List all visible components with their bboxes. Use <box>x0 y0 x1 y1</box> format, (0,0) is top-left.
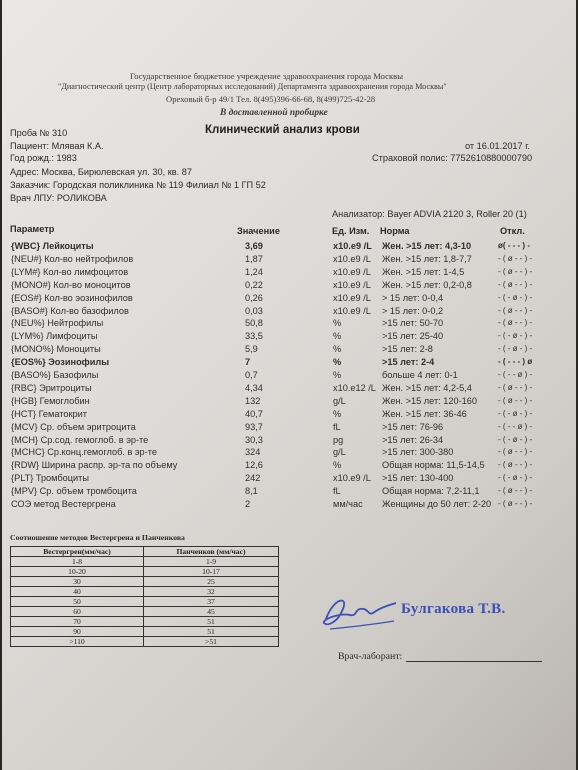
param-norm: больше 4 лет: 0-1 <box>382 370 458 380</box>
analyzer-info: Анализатор: Bayer ADVIA 2120 3, Roller 20 (1) <box>332 209 527 219</box>
param-name: {MONO#} Кол-во моноцитов <box>11 279 131 290</box>
param-value: 324 <box>245 447 261 458</box>
westergren-cell: 90 <box>11 627 144 637</box>
param-deviation: - ( ø - - ) - <box>498 318 533 328</box>
param-deviation: - ( - - ø ) - <box>498 421 533 431</box>
param-name: {BASO#} Кол-во базофилов <box>11 305 129 316</box>
param-unit: % <box>333 357 342 368</box>
westergren-cell: Вестергрен(мм/час) <box>11 547 144 557</box>
param-deviation: - ( ø - - ) - <box>498 279 533 289</box>
param-name: {MCH} Ср.сод. гемоглоб. в эр-те <box>11 434 149 445</box>
param-name: {MCV} Ср. объем эритроцита <box>11 421 136 432</box>
result-row <box>2 383 576 395</box>
ratio-row <box>11 627 279 637</box>
param-unit: x10.e9 /L <box>333 241 372 251</box>
ratio-caption: Соотношение методов Вестергрена и Панченкова <box>10 533 185 542</box>
ratio-row <box>11 567 279 577</box>
result-row <box>2 422 576 434</box>
ratio-row <box>11 637 279 647</box>
result-row <box>2 357 576 369</box>
param-deviation: - ( - ø - ) - <box>498 344 533 354</box>
param-value: 4,34 <box>245 382 263 393</box>
delivery-note: В доставленной пробирке <box>220 108 328 118</box>
param-unit: x10.e12 /L <box>333 382 376 393</box>
param-name: {RBC} Эритроциты <box>11 382 92 393</box>
westergren-cell: 10-20 <box>11 567 144 577</box>
param-unit: % <box>333 318 342 329</box>
param-deviation: - ( ø - - ) - <box>498 305 533 315</box>
westergren-cell: 50 <box>11 597 144 607</box>
result-row <box>2 318 576 330</box>
param-norm: >15 лет: 76-96 <box>382 421 444 432</box>
document-title: Клинический анализ крови <box>205 124 360 136</box>
param-unit: % <box>333 460 342 471</box>
param-deviation: - ( ø - - ) - <box>498 486 533 496</box>
param-value: 8,1 <box>245 486 258 497</box>
param-deviation: - ( ø - - ) - <box>498 382 533 392</box>
result-row <box>2 280 576 292</box>
insurance-policy: Страховой полис: 7752610880000790 <box>372 153 533 163</box>
result-row <box>2 435 576 447</box>
param-name: {LYM%} Лимфоциты <box>11 331 98 342</box>
result-row <box>2 331 576 343</box>
param-value: 132 <box>245 395 261 406</box>
result-row <box>2 486 576 498</box>
param-deviation: ø( - - - ) - <box>498 241 530 250</box>
param-value: 0,03 <box>245 305 263 316</box>
param-name: {NEU#} Кол-во нейтрофилов <box>11 253 134 264</box>
param-value: 1,87 <box>245 253 263 264</box>
lab-doctor-label: Врач-лаборант: <box>338 651 403 662</box>
param-value: 2 <box>245 499 251 509</box>
column-value: Значение <box>237 226 280 236</box>
param-value: 12,6 <box>245 460 263 471</box>
param-deviation: - ( - ø - ) - <box>498 331 533 341</box>
param-value: 1,24 <box>245 266 263 277</box>
column-param: Параметр <box>10 224 55 234</box>
result-row <box>2 267 576 279</box>
param-norm: >15 лет: 2-4 <box>382 357 435 368</box>
param-name: {MPV} Ср. объем тромбоцита <box>11 486 137 497</box>
param-unit: x10.e9 /L <box>333 279 371 290</box>
param-norm: Жен. >15 лет: 120-160 <box>382 395 477 406</box>
param-deviation: - ( ø - - ) - <box>498 447 533 457</box>
param-norm: >15 лет: 2-8 <box>382 344 433 355</box>
param-unit: g/L <box>333 395 346 406</box>
result-row <box>2 241 576 253</box>
param-norm: Общая норма: 7,2-11,1 <box>382 486 480 497</box>
param-value: 0,22 <box>245 279 263 290</box>
param-norm: Общая норма: 11,5-14,5 <box>382 460 485 471</box>
result-row <box>2 370 576 382</box>
signature-scribble <box>320 589 400 635</box>
ratio-header-row <box>11 547 279 557</box>
ratio-row <box>11 587 279 597</box>
panchenkov-cell: 37 <box>144 597 279 607</box>
panchenkov-cell: Панченков (мм/час) <box>144 547 279 557</box>
lab-report-sheet <box>2 0 576 770</box>
param-unit: x10.e9 /L <box>333 292 371 303</box>
param-unit: x10.e9 /L <box>333 473 371 484</box>
patient-address: Адрес: Москва, Бирюлевская ул. 30, кв. 87 <box>10 167 192 177</box>
param-deviation: - ( ø - - ) - <box>498 253 533 263</box>
westergren-cell: 1-8 <box>11 557 144 567</box>
param-name: {NEU%} Нейтрофилы <box>11 318 104 329</box>
param-unit: % <box>333 370 342 380</box>
param-norm: > 15 лет: 0-0,4 <box>382 292 444 303</box>
param-unit: x10.e9 /L <box>333 266 371 277</box>
param-unit: мм/час <box>333 499 363 509</box>
param-name: {HCT} Гематокрит <box>11 408 87 419</box>
param-deviation: - ( ø - - ) - <box>498 460 533 470</box>
param-deviation: - ( ø - - ) - <box>498 499 533 508</box>
param-name: {MCHC} Ср.конц.гемоглоб. в эр-те <box>11 447 157 458</box>
panchenkov-cell: 25 <box>144 577 279 587</box>
stamp-name: Булгакова Т.В. <box>401 601 506 617</box>
param-deviation: - ( - - - ) ø <box>498 357 533 367</box>
param-value: 7 <box>245 357 251 368</box>
param-value: 33,5 <box>245 331 263 342</box>
param-deviation: - ( ø - - ) - <box>498 266 533 276</box>
param-deviation: - ( - - ø ) - <box>498 370 533 379</box>
patient-name: Пациент: Млявая К.А. <box>10 141 104 151</box>
param-norm: Жен. >15 лет: 0,2-0,8 <box>382 279 472 290</box>
westergren-cell: >110 <box>11 637 144 647</box>
column-deviation: Откл. <box>500 226 525 236</box>
westergren-cell: 60 <box>11 607 144 617</box>
result-row <box>2 396 576 408</box>
signature-line <box>406 661 542 662</box>
result-row <box>2 409 576 421</box>
center-name: "Диагностический центр (Центр лабораторных исследований) Департамента здравоохранения города Москвы" <box>58 82 447 91</box>
address-phone: Ореховый б-р 49/1 Тел. 8(495)396-66-68, 8(499)725-42-28 <box>166 94 376 104</box>
param-norm: Жен. >15 лет: 36-46 <box>382 408 467 419</box>
institution-name: Государственное бюджетное учреждение здравоохранения города Москвы <box>130 71 403 81</box>
result-row <box>2 499 576 511</box>
panchenkov-cell: 45 <box>144 607 279 617</box>
param-unit: % <box>333 331 342 342</box>
westergren-cell: 40 <box>11 587 144 597</box>
panchenkov-cell: 51 <box>144 627 279 637</box>
param-norm: >15 лет: 26-34 <box>382 434 444 445</box>
param-deviation: - ( - ø - ) - <box>498 473 533 483</box>
report-date: от 16.01.2017 г. <box>465 141 530 151</box>
ratio-row <box>11 617 279 627</box>
param-norm: >15 лет: 300-380 <box>382 447 454 458</box>
param-norm: Жен. >15 лет: 4,3-10 <box>382 241 472 251</box>
panchenkov-cell: 10-17 <box>144 567 279 577</box>
param-unit: pg <box>333 434 344 445</box>
westergren-cell: 30 <box>11 577 144 587</box>
ratio-row <box>11 557 279 567</box>
param-value: 5,9 <box>245 344 258 355</box>
param-name: {BASO%} Базофилы <box>11 370 99 380</box>
column-norm: Норма <box>380 226 410 236</box>
param-name: СОЭ метод Вестергрена <box>11 499 116 509</box>
param-norm: >15 лет: 50-70 <box>382 318 444 329</box>
result-row <box>2 254 576 266</box>
param-unit: fL <box>333 421 341 432</box>
param-name: {EOS%} Эозинофилы <box>11 357 110 368</box>
param-deviation: - ( - ø - ) - <box>498 408 533 418</box>
referring-doctor: Врач ЛПУ: РОЛИКОВА <box>10 193 107 203</box>
param-norm: > 15 лет: 0-0,2 <box>382 305 444 316</box>
param-value: 30,3 <box>245 434 263 445</box>
result-row <box>2 293 576 305</box>
customer: Заказчик: Городская поликлиника № 119 Филиал № 1 ГП 52 <box>10 180 266 190</box>
panchenkov-cell: >51 <box>144 637 279 647</box>
param-value: 0,7 <box>245 370 258 380</box>
param-norm: >15 лет: 25-40 <box>382 331 444 342</box>
param-unit: % <box>333 408 342 419</box>
panchenkov-cell: 1-9 <box>144 557 279 567</box>
panchenkov-cell: 32 <box>144 587 279 597</box>
param-value: 50,8 <box>245 318 263 329</box>
column-unit: Ед. Изм. <box>332 226 370 236</box>
param-norm: Жен. >15 лет: 4,2-5,4 <box>382 382 472 393</box>
param-norm: Жен. >15 лет: 1-4,5 <box>382 266 465 277</box>
param-unit: fL <box>333 486 341 497</box>
ratio-row <box>11 607 279 617</box>
param-value: 40,7 <box>245 408 263 419</box>
result-row <box>2 344 576 356</box>
result-row <box>2 447 576 459</box>
result-row <box>2 460 576 472</box>
param-name: {WBC} Лейкоциты <box>11 241 94 251</box>
param-value: 242 <box>245 473 261 484</box>
param-name: {MONO%} Моноциты <box>11 344 101 355</box>
result-row <box>2 306 576 318</box>
westergren-cell: 70 <box>11 617 144 627</box>
param-name: {LYM#} Кол-во лимфоцитов <box>11 266 129 277</box>
param-norm: Жен. >15 лет: 1,8-7,7 <box>382 253 472 264</box>
param-name: {EOS#} Кол-во эозинофилов <box>11 292 133 303</box>
ratio-row <box>11 577 279 587</box>
param-deviation: - ( ø - - ) - <box>498 395 533 405</box>
param-name: {HGB} Гемоглобин <box>11 395 90 406</box>
param-name: {PLT} Тромбоциты <box>11 473 89 484</box>
param-value: 3,69 <box>245 241 263 251</box>
param-value: 93,7 <box>245 421 263 432</box>
param-value: 0,26 <box>245 292 263 303</box>
panchenkov-cell: 51 <box>144 617 279 627</box>
result-row <box>2 473 576 485</box>
param-name: {RDW} Ширина распр. эр-та по объему <box>11 460 178 471</box>
ratio-row <box>11 597 279 607</box>
sample-number: Проба № 310 <box>10 128 68 138</box>
param-unit: % <box>333 344 342 355</box>
param-unit: x10.e9 /L <box>333 253 371 264</box>
param-norm: >15 лет: 130-400 <box>382 473 454 484</box>
param-deviation: - ( - ø - ) - <box>498 434 533 444</box>
param-unit: g/L <box>333 447 346 458</box>
birth-year: Год рожд.: 1983 <box>10 153 77 163</box>
ratio-table <box>10 546 279 647</box>
param-unit: x10.e9 /L <box>333 305 371 316</box>
param-norm: Женщины до 50 лет: 2-20 <box>382 499 492 509</box>
param-deviation: - ( - ø - ) - <box>498 292 533 302</box>
